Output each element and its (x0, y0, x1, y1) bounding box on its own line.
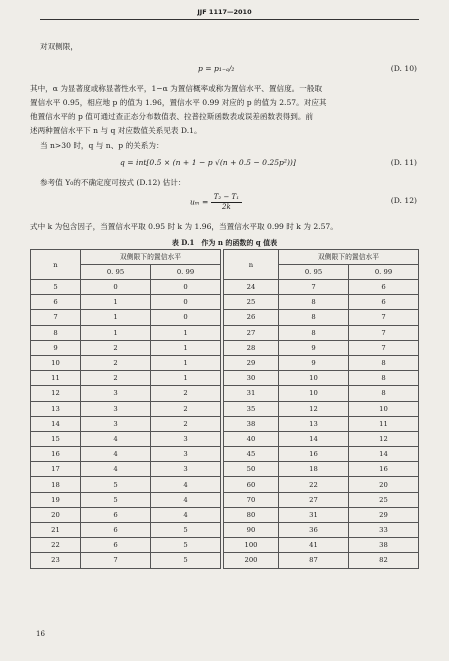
cell-q-099: 16 (349, 462, 419, 477)
text-line: 其中，α 为显著度或称显著性水平，1−α 为置信概率或称为置信水平、置信度。一般取 (30, 84, 323, 93)
cell-n: 28 (224, 340, 279, 355)
cell-n: 18 (31, 477, 81, 492)
equation-d12 (190, 193, 242, 212)
cell-q-095: 14 (279, 431, 349, 446)
table-row (224, 401, 419, 416)
equation-lhs: uₘ = (190, 197, 209, 207)
cell-n: 20 (31, 507, 81, 522)
page-number: 16 (36, 630, 45, 638)
table-row (31, 553, 221, 568)
cell-n: 11 (31, 371, 81, 386)
equation-d10: p = p₁₋ₐ/₂ (198, 64, 235, 73)
text-line: 他置信水平的 p 值可通过查正态分布数值表、拉普拉斯函数表或误差函数表得到。前 (30, 112, 314, 121)
cell-q-099: 5 (151, 553, 221, 568)
cell-q-099: 7 (349, 340, 419, 355)
table-row (31, 462, 221, 477)
cell-n: 14 (31, 416, 81, 431)
cell-q-095: 8 (279, 325, 349, 340)
cell-q-095: 8 (279, 310, 349, 325)
cell-q-095: 3 (81, 386, 151, 401)
cell-q-099: 29 (349, 507, 419, 522)
cell-q-095: 22 (279, 477, 349, 492)
cell-q-099: 6 (349, 280, 419, 295)
sub-header-099: 0. 99 (349, 265, 419, 280)
cell-q-099: 2 (151, 386, 221, 401)
cell-q-099: 5 (151, 538, 221, 553)
cell-q-095: 12 (279, 401, 349, 416)
cell-n: 13 (31, 401, 81, 416)
table-row (31, 416, 221, 431)
cell-q-095: 9 (279, 355, 349, 370)
equation-d11: q = int[0.5 × (n + 1 − p √(n + 0.5 − 0.25p²))] (120, 158, 296, 167)
cell-n: 70 (224, 492, 279, 507)
cell-n: 29 (224, 355, 279, 370)
cell-n: 23 (31, 553, 81, 568)
cell-q-095: 8 (279, 295, 349, 310)
table-caption: 表 D.1 作为 n 的函数的 q 值表 (171, 238, 278, 247)
table-row (224, 538, 419, 553)
table-row (31, 280, 221, 295)
cell-q-095: 5 (81, 492, 151, 507)
cell-q-099: 82 (349, 553, 419, 568)
table-row (224, 355, 419, 370)
cell-n: 7 (31, 310, 81, 325)
group-header: 双侧限下的置信水平 (279, 250, 419, 265)
cell-n: 9 (31, 340, 81, 355)
cell-q-095: 1 (81, 310, 151, 325)
cell-q-099: 25 (349, 492, 419, 507)
cell-q-095: 6 (81, 538, 151, 553)
q-table-left (30, 249, 221, 569)
cell-n: 24 (224, 280, 279, 295)
cell-q-095: 1 (81, 325, 151, 340)
cell-q-095: 7 (81, 553, 151, 568)
table-row (224, 295, 419, 310)
cell-q-099: 33 (349, 523, 419, 538)
col-header-n: n (224, 250, 279, 280)
cell-q-095: 87 (279, 553, 349, 568)
cell-n: 50 (224, 462, 279, 477)
cell-n: 15 (31, 431, 81, 446)
equation-number: (D. 12) (390, 196, 417, 205)
cell-q-099: 12 (349, 431, 419, 446)
cell-q-095: 4 (81, 447, 151, 462)
cell-q-099: 1 (151, 340, 221, 355)
cell-q-099: 0 (151, 310, 221, 325)
cell-n: 38 (224, 416, 279, 431)
cell-q-099: 6 (349, 295, 419, 310)
cell-n: 26 (224, 310, 279, 325)
cell-q-095: 10 (279, 386, 349, 401)
cell-n: 27 (224, 325, 279, 340)
table-row (224, 416, 419, 431)
cell-n: 90 (224, 523, 279, 538)
table-row (31, 477, 221, 492)
cell-q-099: 0 (151, 280, 221, 295)
cell-n: 17 (31, 462, 81, 477)
text-line: 参考值 Y₀的不确定度可按式 (D.12) 估计： (40, 178, 186, 187)
cell-n: 60 (224, 477, 279, 492)
cell-q-095: 10 (279, 371, 349, 386)
cell-q-095: 27 (279, 492, 349, 507)
cell-q-099: 0 (151, 295, 221, 310)
cell-q-099: 1 (151, 325, 221, 340)
table-row (224, 523, 419, 538)
cell-q-095: 13 (279, 416, 349, 431)
cell-q-099: 8 (349, 355, 419, 370)
cell-n: 6 (31, 295, 81, 310)
cell-n: 21 (31, 523, 81, 538)
cell-q-095: 9 (279, 340, 349, 355)
cell-q-095: 0 (81, 280, 151, 295)
cell-q-099: 4 (151, 477, 221, 492)
cell-q-099: 5 (151, 523, 221, 538)
text-line: 对双侧限， (40, 42, 78, 51)
table-row (31, 340, 221, 355)
cell-n: 22 (31, 538, 81, 553)
cell-q-095: 6 (81, 523, 151, 538)
table-row (31, 310, 221, 325)
cell-q-095: 4 (81, 431, 151, 446)
cell-n: 25 (224, 295, 279, 310)
table-row (224, 310, 419, 325)
fraction (211, 193, 242, 212)
table-row (31, 355, 221, 370)
cell-q-095: 16 (279, 447, 349, 462)
table-row (224, 325, 419, 340)
table-row (224, 492, 419, 507)
cell-q-099: 38 (349, 538, 419, 553)
cell-n: 16 (31, 447, 81, 462)
cell-n: 31 (224, 386, 279, 401)
cell-n: 5 (31, 280, 81, 295)
cell-q-095: 1 (81, 295, 151, 310)
cell-q-099: 8 (349, 371, 419, 386)
cell-q-099: 7 (349, 310, 419, 325)
cell-n: 80 (224, 507, 279, 522)
text-line: 当 n>30 时，q 与 n、p 的关系为： (40, 141, 164, 150)
q-table-right (223, 249, 419, 569)
cell-q-099: 2 (151, 416, 221, 431)
table-row (224, 477, 419, 492)
table-row (31, 295, 221, 310)
col-header-n: n (31, 250, 81, 280)
table-row (31, 447, 221, 462)
sub-header-095: 0. 95 (81, 265, 151, 280)
cell-q-099: 11 (349, 416, 419, 431)
cell-n: 10 (31, 355, 81, 370)
text-line: 述两种置信水平下 n 与 q 对应数值关系见表 D.1。 (30, 126, 202, 135)
cell-q-095: 2 (81, 371, 151, 386)
table-row (31, 431, 221, 446)
cell-q-095: 31 (279, 507, 349, 522)
cell-q-099: 1 (151, 371, 221, 386)
table-row (224, 386, 419, 401)
table-row (224, 462, 419, 477)
cell-n: 35 (224, 401, 279, 416)
table-row (31, 538, 221, 553)
text-line: 置信水平 0.95，相应地 p 的值为 1.96，置信水平 0.99 对应的 p 的值为 2.57。对应其 (30, 98, 327, 107)
fraction-denominator: 2k (222, 203, 231, 211)
table-row (31, 371, 221, 386)
page-header: JJF 1117—2010 (197, 8, 252, 16)
table-row (224, 371, 419, 386)
cell-q-095: 41 (279, 538, 349, 553)
cell-q-099: 3 (151, 447, 221, 462)
cell-q-099: 3 (151, 462, 221, 477)
table-row (224, 507, 419, 522)
sub-header-095: 0. 95 (279, 265, 349, 280)
cell-n: 30 (224, 371, 279, 386)
cell-q-095: 7 (279, 280, 349, 295)
table-row (31, 401, 221, 416)
cell-q-099: 4 (151, 492, 221, 507)
cell-q-099: 2 (151, 401, 221, 416)
cell-n: 200 (224, 553, 279, 568)
header-rule (40, 19, 419, 20)
table-row (224, 447, 419, 462)
cell-n: 19 (31, 492, 81, 507)
table-row (31, 507, 221, 522)
table-row (31, 492, 221, 507)
cell-q-095: 36 (279, 523, 349, 538)
cell-n: 100 (224, 538, 279, 553)
cell-q-099: 14 (349, 447, 419, 462)
table-row (224, 340, 419, 355)
cell-n: 40 (224, 431, 279, 446)
cell-n: 12 (31, 386, 81, 401)
cell-q-095: 2 (81, 355, 151, 370)
cell-q-095: 4 (81, 462, 151, 477)
cell-q-095: 3 (81, 416, 151, 431)
table-row (31, 386, 221, 401)
cell-q-099: 7 (349, 325, 419, 340)
table-row (224, 280, 419, 295)
group-header: 双侧限下的置信水平 (81, 250, 221, 265)
equation-number: (D. 11) (390, 158, 417, 167)
table-row (31, 523, 221, 538)
cell-n: 8 (31, 325, 81, 340)
cell-q-099: 4 (151, 507, 221, 522)
cell-n: 45 (224, 447, 279, 462)
cell-q-099: 1 (151, 355, 221, 370)
cell-q-099: 8 (349, 386, 419, 401)
cell-q-095: 2 (81, 340, 151, 355)
table-row (31, 325, 221, 340)
text-line: 式中 k 为包含因子，当置信水平取 0.95 时 k 为 1.96，当置信水平取 0.99 时 k 为 2.57。 (30, 222, 338, 231)
cell-q-095: 3 (81, 401, 151, 416)
cell-q-099: 20 (349, 477, 419, 492)
fraction-numerator: T₂ − T₁ (211, 193, 242, 203)
equation-number: (D. 10) (390, 64, 417, 73)
cell-q-095: 5 (81, 477, 151, 492)
table-row (224, 553, 419, 568)
cell-q-099: 10 (349, 401, 419, 416)
cell-q-095: 6 (81, 507, 151, 522)
cell-q-095: 18 (279, 462, 349, 477)
table-row (224, 431, 419, 446)
cell-q-099: 3 (151, 431, 221, 446)
sub-header-099: 0. 99 (151, 265, 221, 280)
